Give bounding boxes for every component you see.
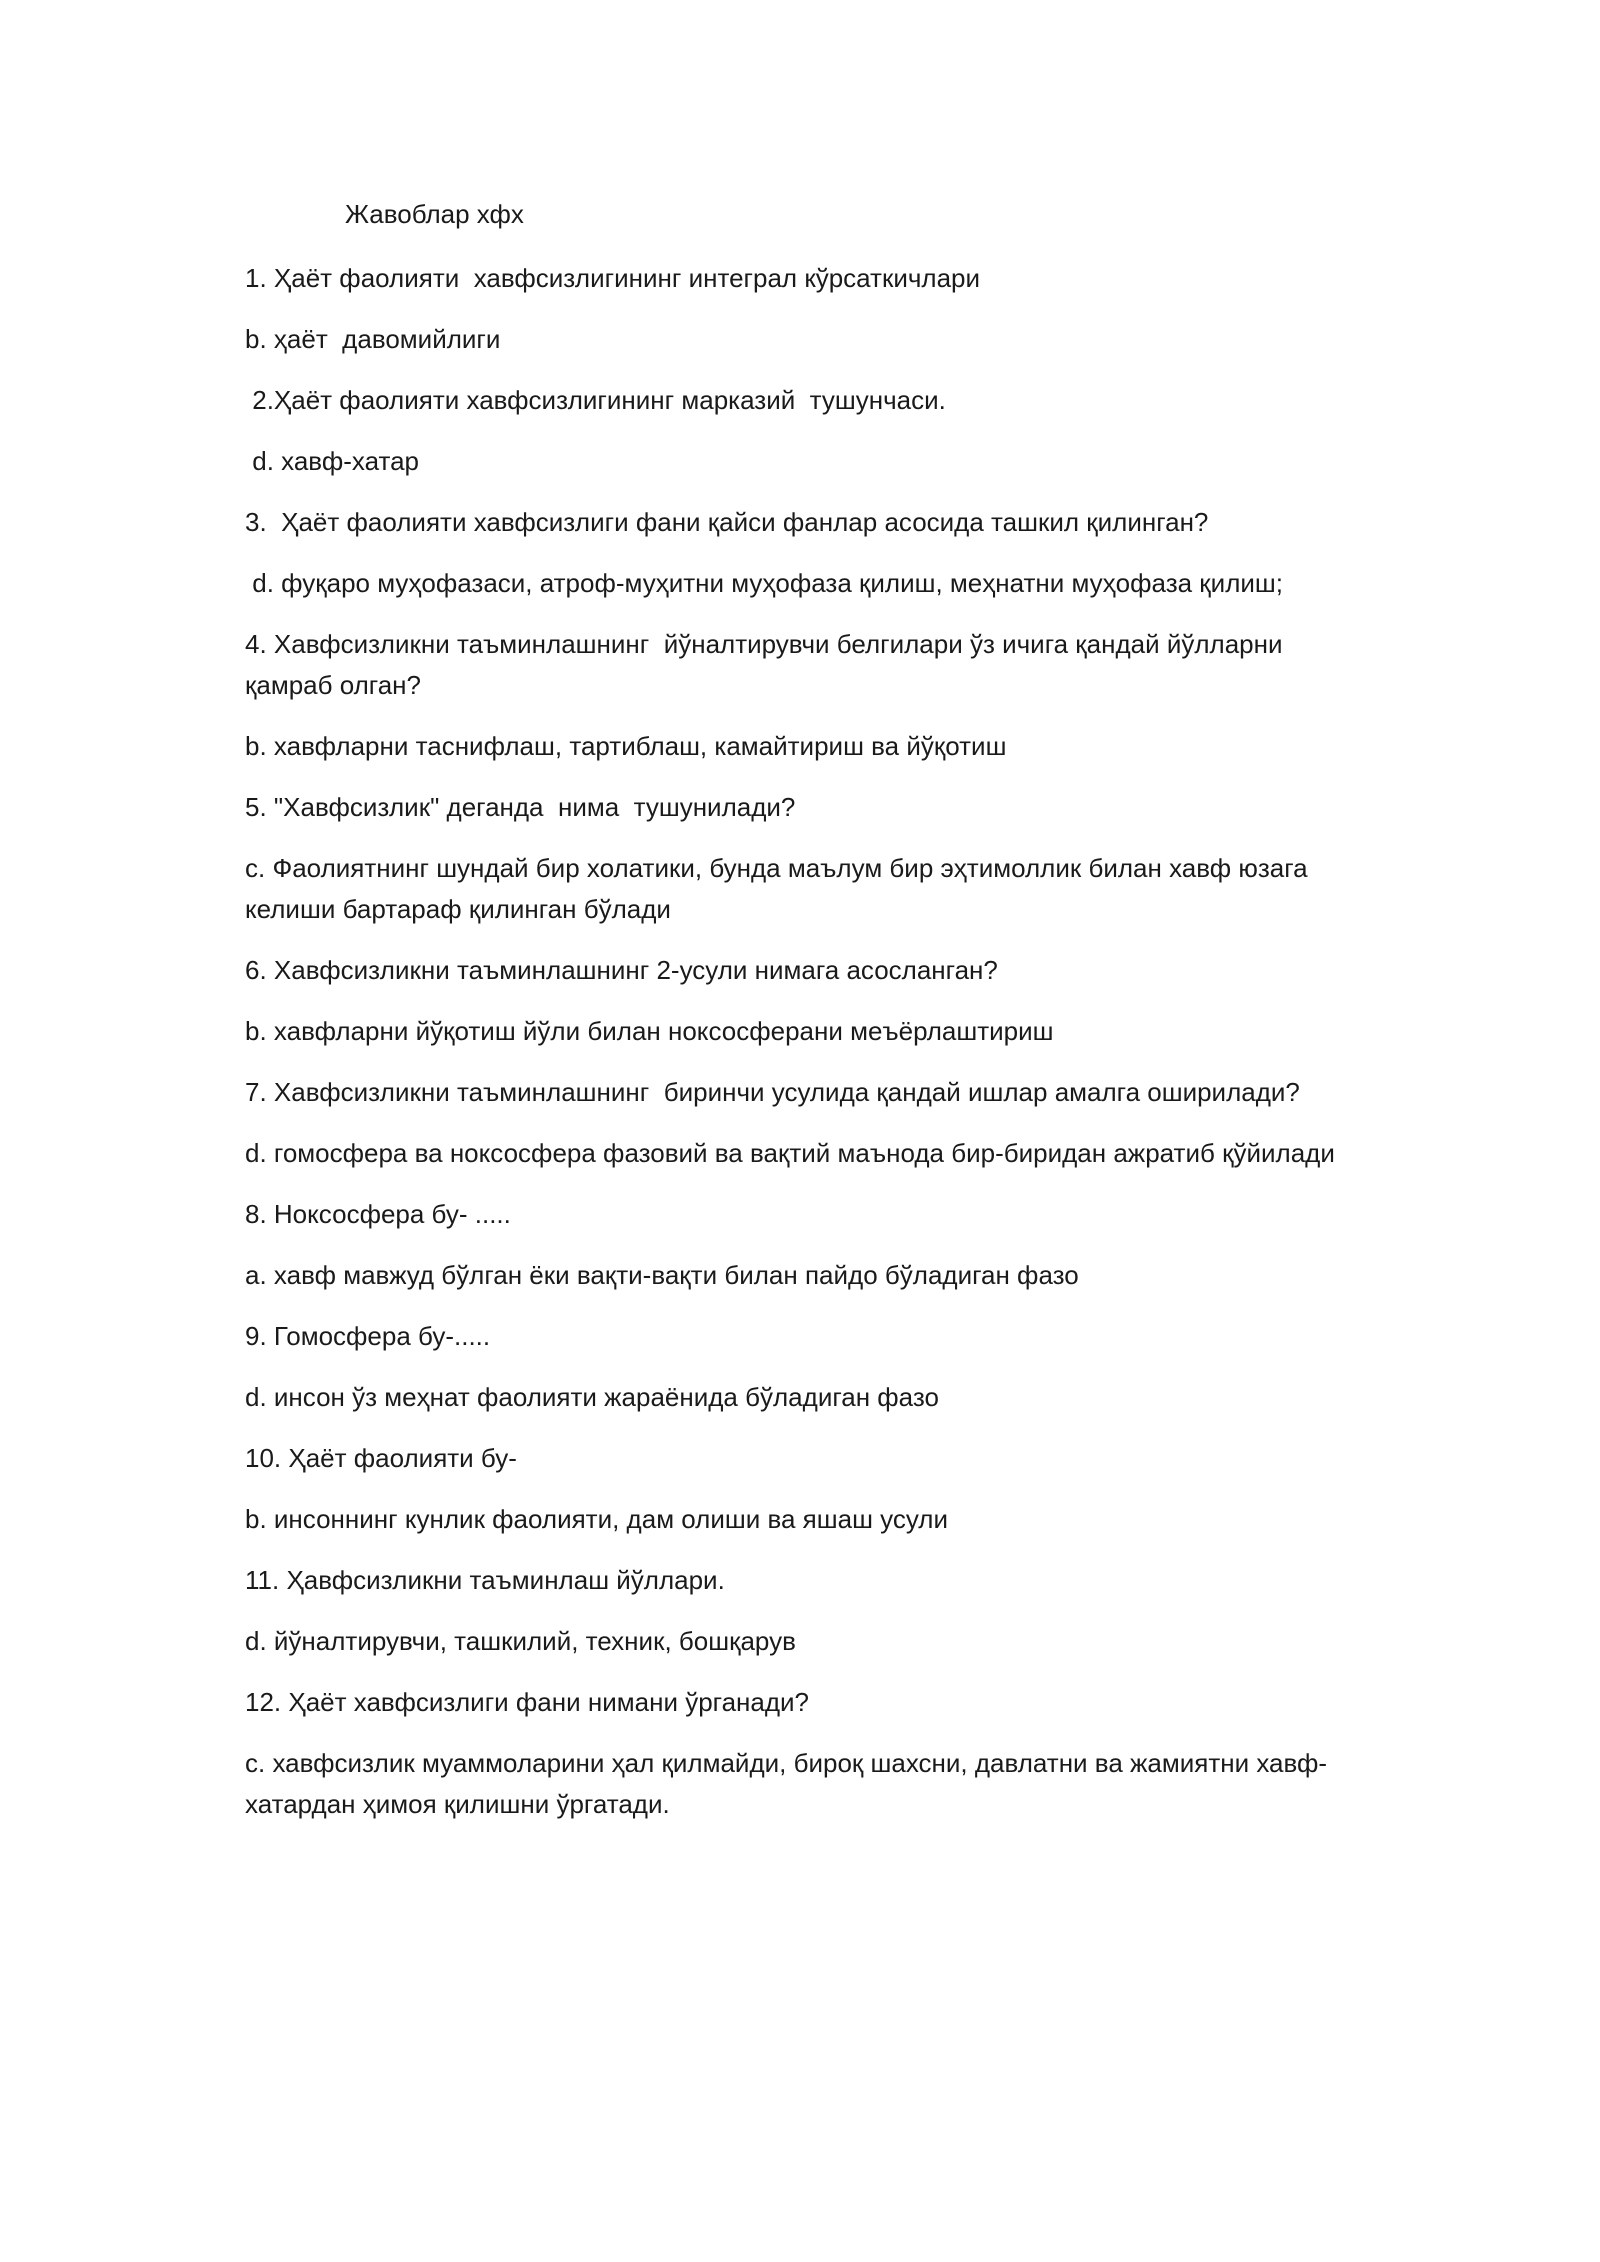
question-5: 5. "Хавфсизлик" деганда нима тушунилади?	[245, 792, 796, 822]
answer-6: b. хавфларни йўқотиш йўли билан ноксосферани меъёрлаштириш	[245, 1016, 1054, 1046]
answer-10: b. инсоннинг кунлик фаолияти, дам олиши ва яшаш усули	[245, 1504, 948, 1534]
question-7: 7. Хавфсизликни таъминлашнинг биринчи усулида қандай ишлар амалга оширилади?	[245, 1077, 1300, 1107]
document-title: Жавоблар хфх	[345, 199, 524, 229]
question-8: 8. Ноксосфера бу- .....	[245, 1199, 511, 1229]
question-10: 10. Ҳаёт фаолияти бу-	[245, 1443, 517, 1473]
answer-7: d. гомосфера ва ноксосфера фазовий ва вақтий маънода бир-биридан ажратиб қўйилади	[245, 1138, 1335, 1168]
answer-3: d. фуқаро муҳофазаси, атроф-муҳитни муҳофаза қилиш, меҳнатни муҳофаза қилиш;	[245, 568, 1283, 598]
answer-9: d. инсон ўз меҳнат фаолияти жараёнида бўладиган фазо	[245, 1382, 939, 1412]
document-body	[245, 190, 1375, 1825]
question-9: 9. Гомосфера бу-.....	[245, 1321, 491, 1351]
question-3: 3. Ҳаёт фаолияти хавфсизлиги фани қайси фанлар асосида ташкил қилинган?	[245, 507, 1209, 537]
answer-12: c. хавфсизлик муаммоларини ҳал қилмайди, бироқ шахсни, давлатни ва жамиятни хавф-хатардан ҳимоя қилишни ўргатади.	[245, 1748, 1328, 1819]
answer-4: b. хавфларни таснифлаш, тартиблаш, камайтириш ва йўқотиш	[245, 731, 1007, 761]
answer-2: d. хавф-хатар	[245, 446, 420, 476]
question-4: 4. Хавфсизликни таъминлашнинг йўналтирувчи белгилари ўз ичига қандай йўлларни қамраб олган?	[245, 629, 1290, 700]
answer-8: a. хавф мавжуд бўлган ёки вақти-вақти билан пайдо бўладиган фазо	[245, 1260, 1079, 1290]
question-12: 12. Ҳаёт хавфсизлиги фани нимани ўрганади?	[245, 1687, 810, 1717]
question-11: 11. Ҳавфсизликни таъминлаш йўллари.	[245, 1565, 725, 1595]
answer-11: d. йўналтирувчи, ташкилий, техник, бошқарув	[245, 1626, 796, 1656]
question-6: 6. Хавфсизликни таъминлашнинг 2-усули нимага асосланган?	[245, 955, 998, 985]
question-1: 1. Ҳаёт фаолияти хавфсизлигининг интеграл кўрсаткичлари	[245, 263, 981, 293]
answer-5: c. Фаолиятнинг шундай бир холатики, бунда маълум бир эҳтимоллик билан хавф юзага келиши бартараф қилинган бўлади	[245, 853, 1315, 924]
answer-1: b. ҳаёт давомийлиги	[245, 324, 501, 354]
question-2: 2.Ҳаёт фаолияти хавфсизлигининг марказий тушунчаси.	[245, 385, 946, 415]
